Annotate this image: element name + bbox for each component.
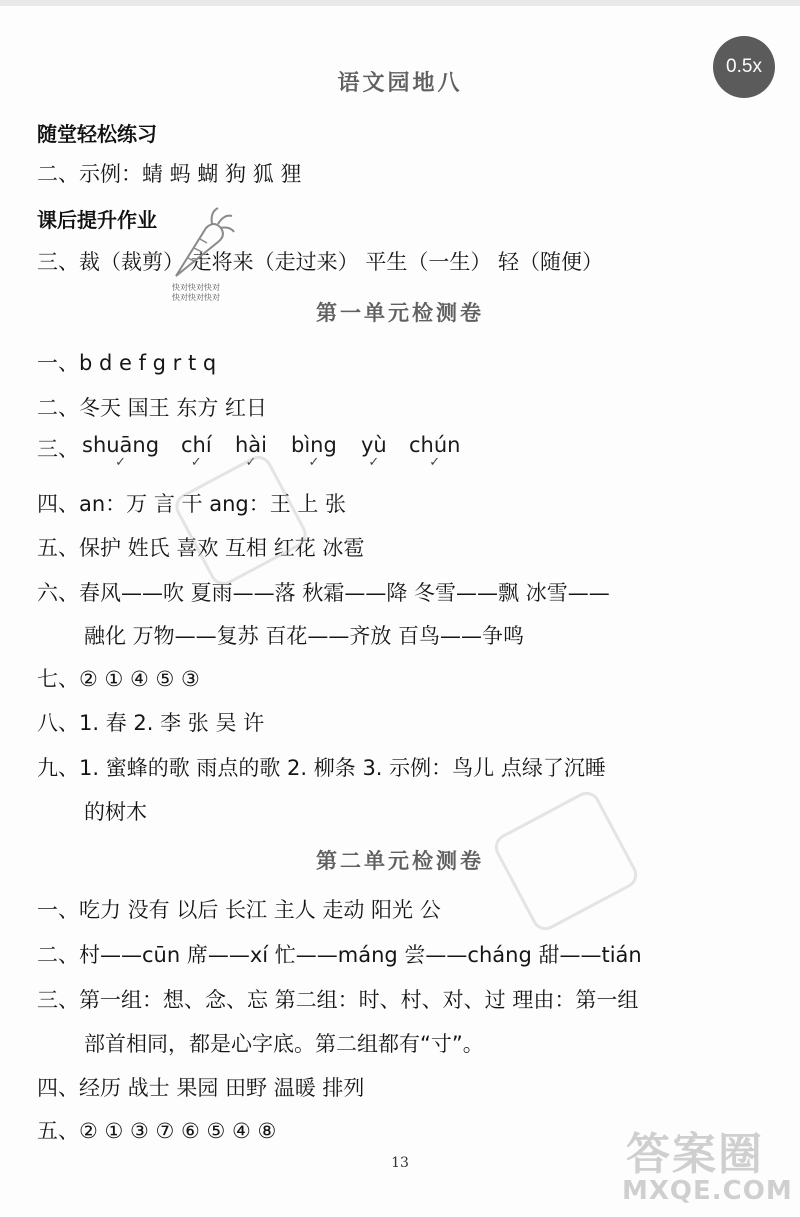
unit1-q9-line2: 的树木 [84,800,147,824]
unit1-q9-line1: 九、1. 蜜蜂的歌 雨点的歌 2. 柳条 3. 示例：鸟儿 点绿了沉睡 [37,756,606,780]
unit1-q7: 七、② ① ④ ⑤ ③ [37,667,200,691]
unit1-q3-prefix: 三、 [37,437,79,461]
watermark-stamp [170,451,311,590]
unit2-q1: 一、吃力 没有 以后 长江 主人 走动 阳光 公 [37,898,441,922]
pinyin-item: chí ✓ [181,433,212,470]
unit2-title: 第二单元检测卷 [316,848,484,873]
zoom-level-button[interactable]: 0.5x [713,36,775,98]
watermark-stamp [490,787,642,935]
check-mark-icon: ✓ [429,455,441,470]
check-mark-icon: ✓ [368,455,380,470]
unit1-q8: 八、1. 春 2. 李 张 吴 许 [37,711,265,735]
unit1-q6-line2: 融化 万物——复苏 百花——齐放 百鸟——争鸣 [84,624,525,648]
homework-title: 课后提升作业 [37,208,157,232]
check-mark-icon: ✓ [115,455,126,470]
pinyin-item: yù ✓ [361,433,387,470]
unit2-q3-line2: 部首相同，都是心字底。第二组都有“寸”。 [84,1032,484,1056]
unit1-q1: 一、b d e f g r t q [37,351,217,375]
pinyin-item: chún ✓ [409,433,461,470]
check-mark-icon: ✓ [245,455,257,470]
practice-answer-line: 二、示例：蜻 蚂 蝴 狗 狐 狸 [37,162,302,186]
pinyin-item: shuāng ✓ [82,433,160,470]
unit1-q3 [37,433,461,470]
unit2-q5: 五、② ① ③ ⑦ ⑥ ⑤ ④ ⑧ [37,1119,277,1143]
check-mark-icon: ✓ [190,455,202,470]
watermark-caption: 快对快对快对 快对快对快对 [172,283,220,302]
page-number: 13 [391,1155,409,1171]
unit1-q5: 五、保护 姓氏 喜欢 互相 红花 冰雹 [37,536,365,560]
unit1-q6-line1: 六、春风——吹 夏雨——落 秋霜——降 冬雪——飘 冰雪—— [37,581,610,605]
unit2-q3-line1: 三、第一组：想、念、忘 第二组：时、村、对、过 理由：第一组 [37,988,639,1012]
section-title-yuwen: 语文园地八 [337,70,463,96]
unit2-q4: 四、经历 战士 果园 田野 温暖 排列 [37,1076,365,1100]
carrot-watermark-icon [166,206,236,286]
unit1-q2: 二、冬天 国王 东方 红日 [37,396,268,420]
check-mark-icon: ✓ [308,455,320,470]
practice-title: 随堂轻松练习 [37,122,157,146]
homework-answer-line: 三、裁（裁剪） 走将来（走过来） 平生（一生） 轻（随便） [37,250,604,274]
unit1-title: 第一单元检测卷 [316,300,484,325]
unit2-q2: 二、村——cūn 席——xí 忙——máng 尝——cháng 甜——tián [37,943,642,967]
unit1-q4: 四、an：万 言 干 ang：王 上 张 [37,492,347,516]
pinyin-item: hài ✓ [235,433,268,470]
page-top-edge [0,0,800,6]
site-logo: 答案圈 MXQE.COM [622,1129,793,1206]
pinyin-item: bìng ✓ [291,433,337,470]
